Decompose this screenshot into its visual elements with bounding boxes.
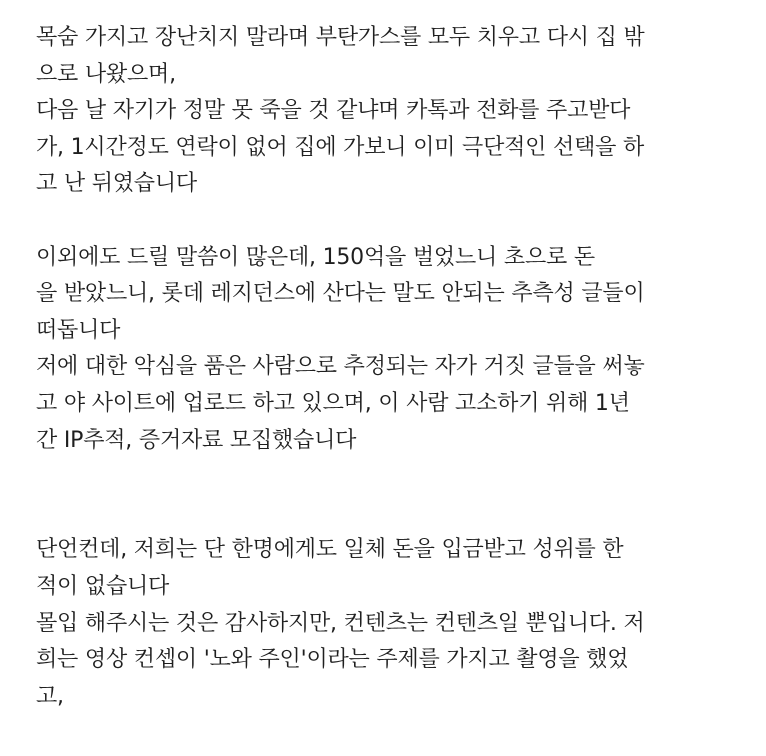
text-line: 저에 대한 악심을 품은 사람으로 추정되는 자가 거짓 글들을 써놓 [36,354,645,380]
text-fragment: 단언컨데, 저희는 단 한명에게도 일체 돈을 입금받고 성 [36,537,554,563]
document-body [36,20,736,715]
text-line: 으로 나왔으며, [36,61,176,87]
text-fragment: 희는 영상 컨셉이 '노 [36,647,231,673]
text-fragment: 이외에도 드릴 말씀이 많은데, 150억을 벌었느니 초 [36,244,525,270]
text-line [36,386,736,423]
text-fragment: 위를 한 [553,537,624,563]
text-line: 간 IP추적, 증거자료 모집했습니다 [36,427,357,453]
text-fragment: 와 주인'이라는 주제를 가지고 촬영을 했었 [230,647,629,673]
text-line [36,240,736,277]
text-line: 목숨 가지고 장난치지 말라며 부탄가스를 모두 치우고 다시 집 밖 [36,25,645,50]
text-line: 적이 없습니다 [36,573,170,599]
text-line: 가, 1시간정도 연락이 없어 집에 가보니 이미 극단적인 선택을 하 [36,134,645,160]
text-line [36,642,736,679]
text-fragment: 고 야 [36,390,85,416]
paragraph-gap [36,459,736,496]
text-line: 고, [36,683,64,709]
text-line: 몰입 해주시는 것은 감사하지만, 컨텐츠는 컨텐츠일 뿐입니다. 저 [36,610,645,636]
paragraph-gap [36,496,736,533]
text-line: 다음 날 자기가 정말 못 죽을 것 같냐며 카톡과 전화를 주고받다 [36,98,631,124]
text-line [36,532,736,569]
text-fragment: 사이트에 업로드 하고 있으며, 이 사람 고소하기 위해 1년 [84,390,630,416]
text-fragment: 으로 돈 [524,244,595,270]
paragraph-gap [36,203,736,240]
text-line: 고 난 뒤였습니다 [36,171,197,197]
text-line: 을 받았느니, 롯데 레지던스에 산다는 말도 안되는 추측성 글들이 [36,281,645,307]
text-line: 떠돕니다 [36,317,121,343]
